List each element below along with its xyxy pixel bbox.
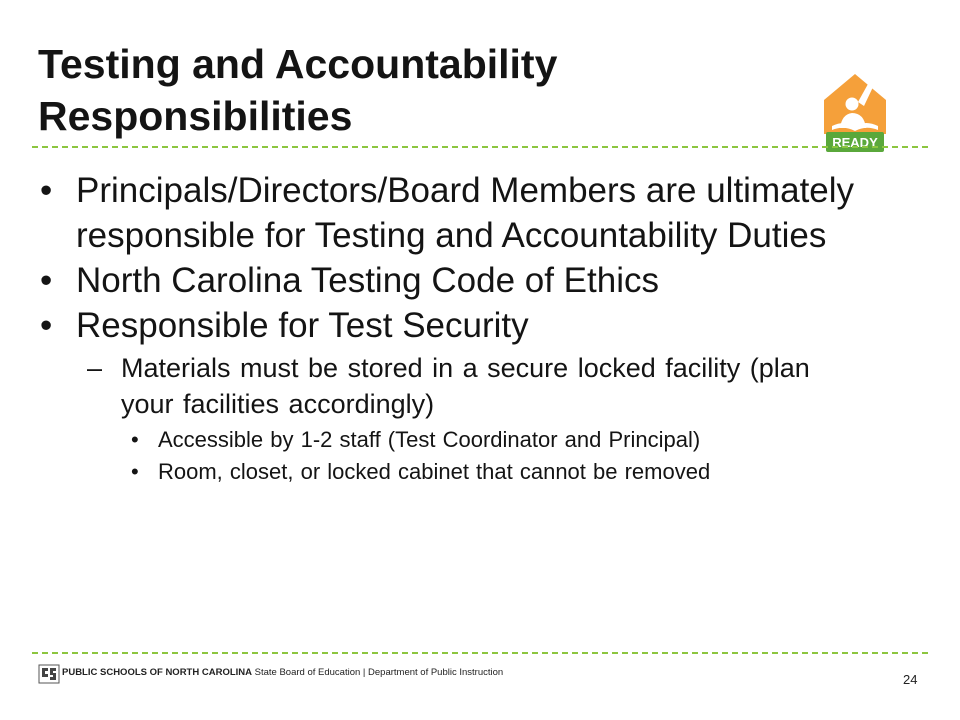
bullet-item-1	[40, 168, 856, 258]
footer-org: PUBLIC SCHOOLS OF NORTH CAROLINA	[62, 667, 252, 678]
sub-bullet-item-1	[87, 350, 851, 422]
sub-bullet-text: Materials must be stored in a secure locked facility (plan your facilities accordingly)	[121, 353, 810, 419]
bullet-marker: •	[40, 261, 53, 300]
nc-seal-icon	[38, 664, 60, 684]
slide-title	[38, 38, 798, 142]
bullet-marker: •	[131, 459, 139, 484]
ready-text: READY	[832, 135, 878, 150]
sub-bullet-marker: –	[87, 353, 103, 383]
bullet-marker: •	[131, 427, 139, 452]
sub-sub-bullet-text: Accessible by 1-2 staff (Test Coordinator and Principal)	[158, 427, 701, 452]
slide-title-line-1: Testing and Accountability	[38, 41, 558, 87]
bullet-item-3	[40, 303, 856, 348]
ready-logo	[818, 70, 892, 156]
title-divider	[32, 146, 928, 148]
sub-sub-bullet-item-1	[131, 425, 818, 454]
page-number: 24	[903, 672, 918, 687]
slide-title-line-2: Responsibilities	[38, 93, 353, 139]
figure-head-icon	[846, 98, 859, 111]
footer-board: State Board of Education | Department of Public Instruction	[254, 667, 504, 678]
bullet-text: Responsible for Test Security	[76, 306, 529, 345]
sub-sub-bullet-text: Room, closet, or locked cabinet that cannot be removed	[158, 459, 711, 484]
bullet-marker: •	[40, 306, 53, 345]
footer-text	[62, 666, 503, 680]
bullet-text: North Carolina Testing Code of Ethics	[76, 261, 659, 300]
footer-divider	[32, 652, 928, 654]
sub-sub-bullet-item-2	[131, 457, 818, 486]
bullet-item-2	[40, 258, 856, 303]
bullet-marker: •	[40, 171, 53, 210]
bullet-text: Principals/Directors/Board Members are ultimately responsible for Testing and Accountability Duties	[76, 171, 855, 255]
bullet-list	[0, 168, 960, 486]
